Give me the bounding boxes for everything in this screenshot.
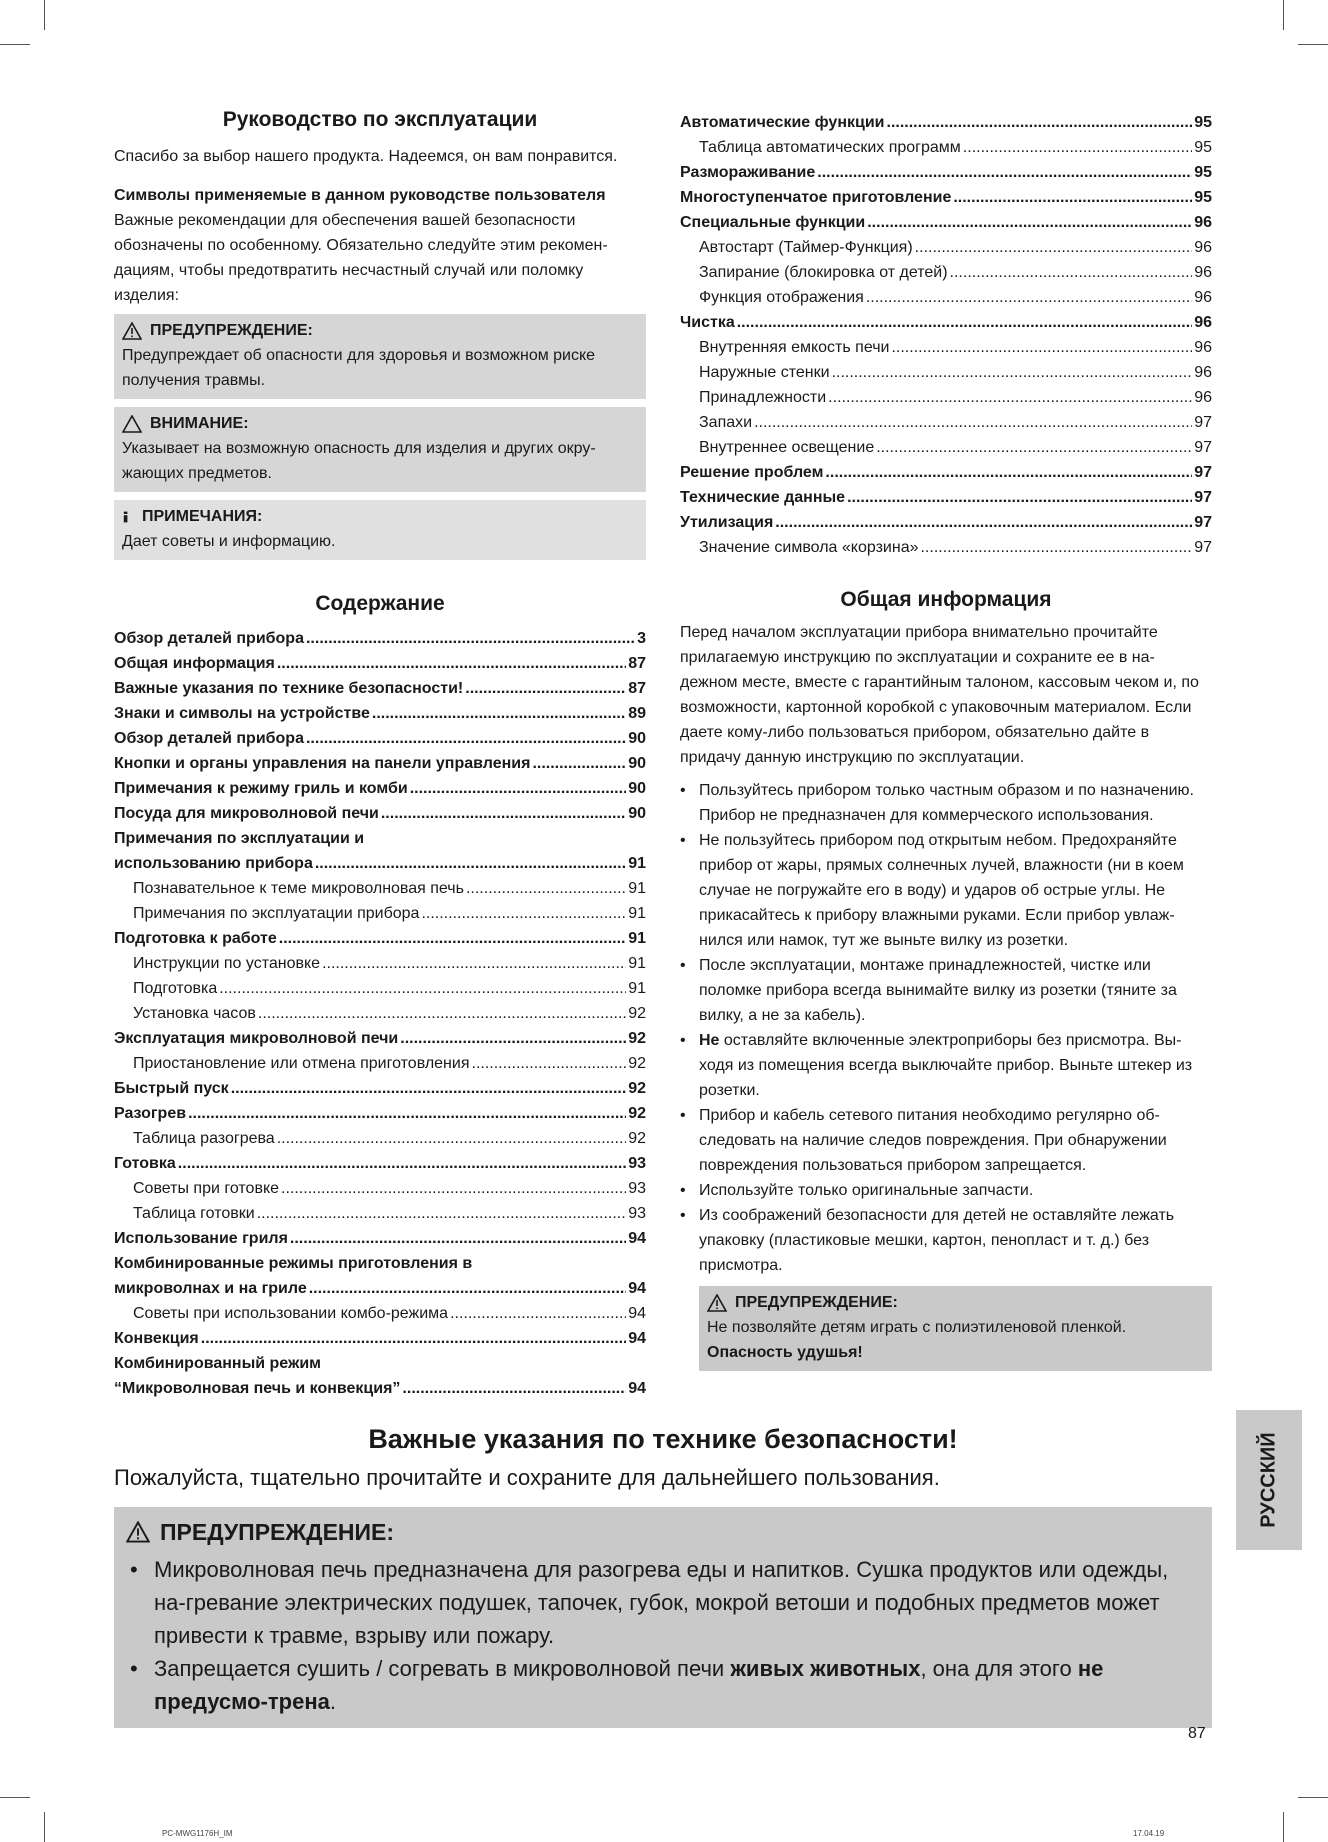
toc-entry-title: Обзор деталей прибора (114, 630, 304, 647)
toc-leader-dots (309, 1276, 626, 1301)
contents-title: Содержание (315, 592, 445, 615)
toc-leader-dots (920, 535, 1192, 560)
toc-entry[interactable] (114, 901, 646, 926)
toc-leader-dots (963, 135, 1192, 160)
toc-leader-dots (402, 1376, 626, 1401)
toc-entry[interactable] (114, 1051, 646, 1076)
toc-leader-dots (472, 1051, 627, 1076)
safety-item-bold: живых животных (730, 1656, 921, 1681)
toc-entry-title: Таблица готовки (133, 1205, 255, 1222)
safety-item (126, 1652, 1200, 1718)
general-bullet (680, 1203, 1212, 1278)
toc-entry[interactable] (114, 1201, 646, 1226)
toc-entry-title: Знаки и символы на устройстве (114, 705, 370, 722)
toc-leader-dots (306, 726, 626, 751)
toc-left (114, 626, 646, 1401)
toc-entry-page: 95 (1194, 189, 1212, 206)
safety-title: Важные указания по технике безопасности! (368, 1424, 958, 1454)
toc-leader-dots (277, 651, 626, 676)
toc-entry-page: 91 (628, 880, 646, 897)
safety-item-text: , она для этого (920, 1656, 1078, 1681)
toc-entry[interactable] (680, 210, 1212, 235)
notice-text: Дает советы и информацию. (122, 533, 336, 550)
toc-entry[interactable] (680, 235, 1212, 260)
toc-entry-title: использованию прибора (114, 855, 313, 872)
toc-entry-title: Инструкции по установке (133, 955, 321, 972)
toc-entry[interactable] (114, 1326, 646, 1351)
safety-item-bold: не предусмо-трена (154, 1656, 1104, 1714)
footer-right: 17.04.19 (1133, 1829, 1165, 1838)
crop-mark (0, 1797, 30, 1798)
symbols-text: Важные рекомендации для обеспечения вашей безопасности обозначены по особенному. Обязательно следуйте этим рекомен-дациям, чтобы предотвратить несчастный случай или поломку изделия: (114, 212, 608, 304)
toc-entry[interactable] (114, 776, 646, 801)
toc-entry-page: 97 (1194, 489, 1212, 506)
toc-right (680, 110, 1212, 560)
bullet-text: Пользуйтесь прибором только частным образом и по назначению. Прибор не предназначен для коммерческого использования. (699, 782, 1194, 824)
toc-entry-page: 96 (1194, 289, 1212, 306)
toc-entry-title: Примечания к режиму гриль и комби (114, 780, 408, 797)
toc-leader-dots (410, 776, 627, 801)
footer-left: PC-MWG1176H_IM (162, 1829, 233, 1838)
toc-leader-dots (306, 626, 635, 651)
toc-entry[interactable] (114, 1126, 646, 1151)
toc-entry[interactable] (114, 751, 646, 776)
bullet-text: оставляйте включенные электроприборы без присмотра. Вы-ходя из помещения всегда выключайте прибор. Выньте штекер из розетки. (699, 1032, 1193, 1099)
toc-entry-page: 96 (1194, 364, 1212, 381)
toc-leader-dots (257, 1201, 627, 1226)
page-number: 87 (1188, 1725, 1206, 1742)
toc-entry[interactable] (114, 976, 646, 1001)
toc-entry[interactable] (114, 726, 646, 751)
safety-item-text: Запрещается сушить / согревать в микроволновой печи (154, 1656, 731, 1681)
toc-entry-page: 92 (628, 1105, 646, 1122)
toc-entry[interactable] (680, 335, 1212, 360)
toc-entry-page: 94 (628, 1305, 646, 1322)
toc-leader-dots (290, 1226, 626, 1251)
toc-entry-line (114, 826, 646, 851)
toc-entry[interactable] (114, 1376, 646, 1401)
toc-entry[interactable] (680, 535, 1212, 560)
notice-text: Указывает на возможную опасность для изделия и других окру-жающих предметов. (122, 440, 596, 482)
toc-entry-title: Таблица автоматических программ (699, 139, 961, 156)
toc-entry[interactable] (114, 1001, 646, 1026)
toc-leader-dots (915, 235, 1193, 260)
toc-entry[interactable] (680, 110, 1212, 135)
safety-warning-box (114, 1507, 1212, 1728)
caution-triangle-icon (122, 415, 142, 433)
toc-entry[interactable] (680, 260, 1212, 285)
notice-heading: ПРИМЕЧАНИЯ: (142, 508, 263, 525)
toc-entry-title: Многоступенчатое приготовление (680, 189, 952, 206)
toc-entry[interactable] (114, 801, 646, 826)
toc-entry-page: 92 (628, 1130, 646, 1147)
bullet-text: Из соображений безопасности для детей не оставляйте лежать упаковку (пластиковые мешки, картон, пенопласт и т. д.) без присмотра. (699, 1207, 1175, 1274)
toc-entry-page: 92 (628, 1005, 646, 1022)
toc-entry-page: 96 (1194, 264, 1212, 281)
toc-entry-title: Примечания по эксплуатации прибора (133, 905, 420, 922)
toc-entry[interactable] (680, 435, 1212, 460)
toc-entry-title: Чистка (680, 314, 735, 331)
toc-entry-title: Функция отображения (699, 289, 864, 306)
crop-mark (44, 0, 45, 30)
toc-leader-dots (775, 510, 1192, 535)
toc-entry[interactable] (680, 160, 1212, 185)
toc-entry-title: Приостановление или отмена приготовления (133, 1055, 470, 1072)
toc-entry-page: 96 (1194, 339, 1212, 356)
toc-entry-title: Советы при готовке (133, 1180, 280, 1197)
toc-entry-title: Автоматические функции (680, 114, 885, 131)
toc-entry-title: Советы при использовании комбо-режима (133, 1305, 449, 1322)
toc-entry[interactable] (114, 926, 646, 951)
toc-entry-page: 92 (628, 1030, 646, 1047)
toc-entry-title: Внутреннее освещение (699, 439, 875, 456)
toc-entry[interactable] (114, 851, 646, 876)
toc-entry-title: Быстрый пуск (114, 1080, 229, 1097)
toc-entry[interactable] (114, 1176, 646, 1201)
warning-triangle-icon (126, 1521, 150, 1543)
toc-leader-dots (281, 1176, 626, 1201)
toc-entry-page: 93 (628, 1180, 646, 1197)
toc-entry-page: 90 (628, 755, 646, 772)
toc-entry-page: 3 (637, 630, 646, 647)
general-bullets (680, 778, 1212, 1278)
toc-leader-dots (231, 1076, 627, 1101)
toc-entry[interactable] (680, 485, 1212, 510)
toc-leader-dots (891, 335, 1192, 360)
warning-triangle-icon (122, 322, 142, 340)
toc-entry-title: Таблица разогрева (133, 1130, 275, 1147)
bullet-text: Используйте только оригинальные запчасти. (699, 1182, 1034, 1199)
notice-info (114, 500, 646, 560)
crop-mark (0, 44, 30, 45)
toc-leader-dots (465, 676, 626, 701)
toc-entry-page: 87 (628, 680, 646, 697)
right-column (680, 110, 1212, 1371)
toc-entry-page: 94 (628, 1230, 646, 1247)
toc-entry-page: 92 (628, 1055, 646, 1072)
toc-entry-page: 94 (628, 1380, 646, 1397)
toc-leader-dots (828, 385, 1192, 410)
toc-leader-dots (953, 185, 1192, 210)
warning-triangle-icon (707, 1294, 727, 1312)
manual-title: Руководство по эксплуатации (222, 108, 538, 131)
toc-entry-title: Подготовка (133, 980, 218, 997)
toc-entry[interactable] (114, 876, 646, 901)
toc-entry-title: Эксплуатация микроволновой печи (114, 1030, 399, 1047)
toc-entry-line (114, 1251, 646, 1276)
toc-entry-page: 90 (628, 805, 646, 822)
general-bullet (680, 1103, 1212, 1178)
toc-leader-dots (279, 926, 626, 951)
toc-entry-page: 96 (1194, 239, 1212, 256)
bullet-text: Прибор и кабель сетевого питания необходимо регулярно об-следовать на наличие следов повреждения. При обнаружении повреждения пользоваться прибором запрещается. (699, 1107, 1167, 1174)
safety-warning-heading: ПРЕДУПРЕЖДЕНИЕ: (160, 1519, 395, 1545)
toc-entry-page: 97 (1194, 464, 1212, 481)
crop-mark (1298, 1797, 1328, 1798)
toc-leader-dots (178, 1151, 626, 1176)
toc-entry[interactable] (114, 1101, 646, 1126)
general-bullet (680, 828, 1212, 953)
language-label: РУССКИЙ (1257, 1432, 1280, 1528)
crop-mark (1283, 0, 1284, 30)
toc-entry[interactable] (114, 651, 646, 676)
toc-leader-dots (876, 435, 1192, 460)
general-bullet (680, 1178, 1212, 1203)
toc-entry-title: Решение проблем (680, 464, 824, 481)
toc-entry-page: 95 (1194, 164, 1212, 181)
toc-entry[interactable] (680, 385, 1212, 410)
toc-entry-title: “Микроволновая печь и конвекция” (114, 1380, 401, 1397)
toc-leader-dots (277, 1126, 627, 1151)
toc-leader-dots (950, 260, 1193, 285)
toc-entry-line (114, 1351, 646, 1376)
toc-leader-dots (450, 1301, 626, 1326)
toc-entry-page: 97 (1194, 539, 1212, 556)
toc-entry-title: Подготовка к работе (114, 930, 277, 947)
symbols-heading: Символы применяемые в данном руководстве пользователя (114, 187, 606, 204)
toc-leader-dots (887, 110, 1193, 135)
toc-entry-page: 93 (628, 1205, 646, 1222)
toc-entry-title: Обзор деталей прибора (114, 730, 304, 747)
toc-entry-title: Комбинированные режимы приготовления в (114, 1255, 473, 1272)
toc-entry-title: Значение символа «корзина» (699, 539, 919, 556)
toc-leader-dots (832, 360, 1193, 385)
toc-entry-page: 90 (628, 730, 646, 747)
toc-entry[interactable] (680, 360, 1212, 385)
toc-entry-page: 96 (1194, 214, 1212, 231)
toc-leader-dots (421, 901, 626, 926)
toc-leader-dots (466, 876, 626, 901)
toc-entry[interactable] (114, 701, 646, 726)
toc-entry-title: Утилизация (680, 514, 774, 531)
toc-entry-title: Познавательное к теме микроволновая печь (133, 880, 464, 897)
general-bullet (680, 1028, 1212, 1103)
toc-leader-dots (817, 160, 1192, 185)
notice-caution (114, 407, 646, 492)
general-title: Общая информация (840, 588, 1052, 611)
toc-leader-dots (847, 485, 1192, 510)
toc-entry-page: 87 (628, 655, 646, 672)
toc-entry[interactable] (680, 460, 1212, 485)
general-intro: Перед началом эксплуатации прибора внимательно прочитайте прилагаемую инструкцию по эксплуатации и сохраните ее в на-дежном месте, вместе с гарантийным талоном, кассовым чеком и, по возможности, картонной коробкой с упаковочным материалом. Если даете кому-либо пользоваться прибором, обязательно дайте в придачу данную инструкцию по эксплуатации. (680, 624, 1199, 766)
toc-entry[interactable] (680, 185, 1212, 210)
toc-entry-page: 91 (628, 980, 646, 997)
toc-leader-dots (315, 851, 626, 876)
toc-entry[interactable] (680, 285, 1212, 310)
toc-entry-page: 97 (1194, 514, 1212, 531)
notice-warning (114, 314, 646, 399)
crop-mark (1298, 44, 1328, 45)
toc-entry[interactable] (114, 1026, 646, 1051)
toc-entry-title: Запирание (блокировка от детей) (699, 264, 948, 281)
toc-entry-title: Установка часов (133, 1005, 256, 1022)
crop-mark (44, 1812, 45, 1842)
toc-entry[interactable] (680, 310, 1212, 335)
toc-entry-page: 90 (628, 780, 646, 797)
toc-entry-page: 95 (1194, 139, 1212, 156)
toc-leader-dots (400, 1026, 626, 1051)
toc-leader-dots (188, 1101, 626, 1126)
toc-entry-title: Готовка (114, 1155, 176, 1172)
toc-entry-title: микроволнах и на гриле (114, 1280, 307, 1297)
toc-entry-title: Размораживание (680, 164, 816, 181)
toc-entry-page: 93 (628, 1155, 646, 1172)
toc-entry-page: 95 (1194, 114, 1212, 131)
toc-entry-title: Конвекция (114, 1330, 199, 1347)
toc-entry-title: Технические данные (680, 489, 846, 506)
left-column (114, 108, 646, 1401)
toc-leader-dots (322, 951, 626, 976)
toc-entry-page: 91 (628, 855, 646, 872)
toc-leader-dots (867, 210, 1192, 235)
bullet-text: После эксплуатации, монтаже принадлежностей, чистке или поломке прибора всегда вынимайте вилку из розетки (тяните за вилку, а не за кабель). (699, 957, 1177, 1024)
toc-entry-title: Общая информация (114, 655, 275, 672)
toc-entry[interactable] (114, 1226, 646, 1251)
toc-entry-page: 89 (628, 705, 646, 722)
toc-leader-dots (219, 976, 626, 1001)
toc-leader-dots (372, 701, 626, 726)
toc-entry[interactable] (680, 510, 1212, 535)
safety-intro: Пожалуйста, тщательно прочитайте и сохраните для дальнейшего пользования. (114, 1465, 940, 1490)
warning-heading: ПРЕДУПРЕЖДЕНИЕ: (735, 1294, 898, 1311)
crop-mark (1283, 1812, 1284, 1842)
toc-entry-title: Автостарт (Таймер-Функция) (699, 239, 913, 256)
toc-entry-title: Важные указания по технике безопасности! (114, 680, 464, 697)
general-bullet (680, 778, 1212, 828)
toc-leader-dots (201, 1326, 626, 1351)
toc-entry-title: Кнопки и органы управления на панели управления (114, 755, 531, 772)
toc-entry[interactable] (680, 410, 1212, 435)
general-warning (699, 1286, 1212, 1371)
toc-leader-dots (381, 801, 626, 826)
warning-bold-text: Опасность удушья! (707, 1344, 863, 1361)
toc-entry-page: 94 (628, 1280, 646, 1297)
notice-heading: ПРЕДУПРЕЖДЕНИЕ: (150, 322, 313, 339)
toc-entry-page: 97 (1194, 414, 1212, 431)
toc-entry[interactable] (114, 1076, 646, 1101)
info-icon (122, 508, 134, 526)
toc-leader-dots (532, 751, 626, 776)
toc-leader-dots (825, 460, 1192, 485)
language-tab (1236, 1410, 1302, 1550)
toc-entry-page: 96 (1194, 389, 1212, 406)
toc-entry-page: 92 (628, 1080, 646, 1097)
toc-entry-page: 91 (628, 905, 646, 922)
toc-entry-page: 94 (628, 1330, 646, 1347)
toc-entry-title: Посуда для микроволновой печи (114, 805, 379, 822)
toc-entry[interactable] (114, 1301, 646, 1326)
toc-entry[interactable] (114, 626, 646, 651)
safety-section (114, 1424, 1212, 1728)
toc-entry-title: Примечания по эксплуатации и (114, 830, 365, 847)
bullet-bold: Не (699, 1032, 720, 1049)
toc-entry[interactable] (680, 135, 1212, 160)
toc-entry-title: Специальные функции (680, 214, 866, 231)
safety-item: • Микроволновая печь предназначена для разогрева еды и напитков. Сушка продуктов или одежды, на-гревание электрических подушек, тапочек, губок, мокрой ветоши и подобных предметов может привести к травме, взрыву или пожару. (126, 1553, 1200, 1652)
toc-entry-title: Внутренняя емкость печи (699, 339, 890, 356)
notice-heading: ВНИМАНИЕ: (150, 415, 249, 432)
toc-entry-page: 91 (628, 955, 646, 972)
toc-entry[interactable] (114, 1151, 646, 1176)
toc-leader-dots (866, 285, 1192, 310)
safety-item-text: . (329, 1689, 336, 1714)
toc-entry[interactable] (114, 951, 646, 976)
general-bullet (680, 953, 1212, 1028)
toc-leader-dots (754, 410, 1192, 435)
toc-entry-title: Наружные стенки (699, 364, 830, 381)
toc-entry-title: Принадлежности (699, 389, 827, 406)
bullet-text: Не пользуйтесь прибором под открытым небом. Предохраняйте прибор от жары, прямых солнечных лучей, влажности (ни в коем случае не погружайте его в воду) и ударов об острые углы. Не прикасайтесь к прибору влажными руками. Если прибор увлаж-нился или намок, тут же выньте вилку из розетки. (699, 832, 1184, 949)
warning-text: Не позволяйте детям играть с полиэтиленовой пленкой. (707, 1319, 1127, 1336)
toc-entry-title: Разогрев (114, 1105, 187, 1122)
thanks-text: Спасибо за выбор нашего продукта. Надеемся, он вам понравится. (114, 148, 618, 165)
toc-entry-title: Использование гриля (114, 1230, 288, 1247)
toc-leader-dots (737, 310, 1192, 335)
toc-entry-title: Комбинированный режим (114, 1355, 321, 1372)
notice-text: Предупреждает об опасности для здоровья и возможном риске получения травмы. (122, 347, 596, 389)
toc-leader-dots (258, 1001, 626, 1026)
toc-entry[interactable] (114, 1276, 646, 1301)
toc-entry-page: 97 (1194, 439, 1212, 456)
toc-entry-title: Запахи (699, 414, 753, 431)
toc-entry-page: 91 (628, 930, 646, 947)
toc-entry[interactable] (114, 676, 646, 701)
toc-entry-page: 96 (1194, 314, 1212, 331)
